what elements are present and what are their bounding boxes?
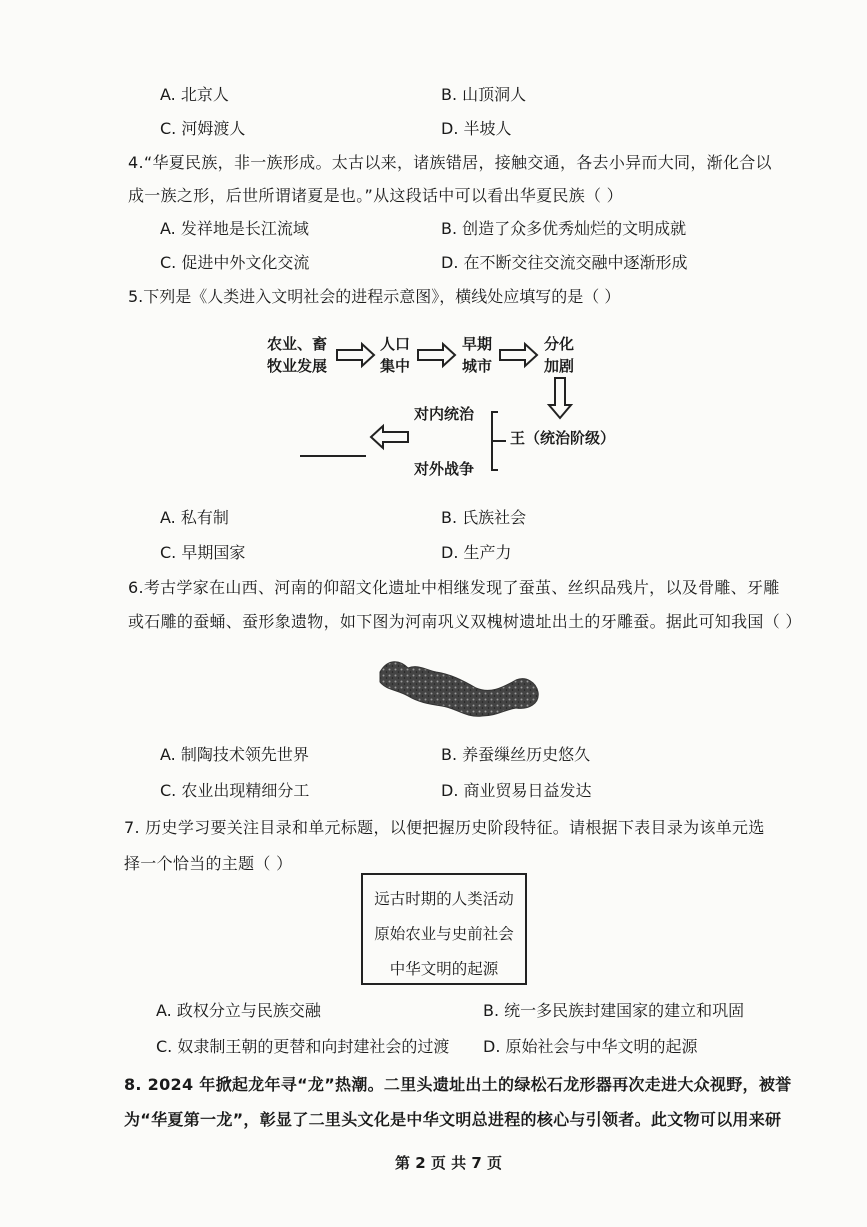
- q4-stem-line1: 4.“华夏民族，非一族形成。太古以来，诸族错居，接触交通，各去小异而大同，渐化合以: [128, 153, 772, 172]
- q6-stem-line2: 或石雕的蚕蛹、蚕形象遗物，如下图为河南巩义双槐树遗址出土的牙雕蚕。据此可知我国（ ）: [128, 612, 802, 631]
- q4-stem-line2: 成一族之形，后世所谓诸夏是也。”从这段话中可以看出华夏民族（ ）: [128, 186, 623, 205]
- q4-option-a: A. 发祥地是长江流域: [160, 219, 309, 238]
- diagram-step-agriculture-line2: 牧业发展: [266, 357, 327, 375]
- diagram-step-population-line2: 集中: [379, 357, 410, 375]
- q5-stem: 5.下列是《人类进入文明社会的进程示意图》，横线处应填写的是（ ）: [128, 287, 621, 306]
- arrow-left-icon: [371, 426, 408, 448]
- diagram-step-differentiation-line1: 分化: [543, 335, 574, 353]
- q7-option-a: A. 政权分立与民族交融: [156, 1001, 321, 1020]
- arrow-right-icon: [337, 344, 374, 366]
- q7-option-c: C. 奴隶制王朝的更替和向封建社会的过渡: [156, 1037, 450, 1056]
- q7-stem-line1: 7. 历史学习要关注目录和单元标题，以便把握历史阶段特征。请根据下表目录为该单元选: [124, 818, 765, 837]
- q3-option-b: B. 山顶洞人: [441, 85, 527, 104]
- toc-item: 原始农业与史前社会: [374, 925, 514, 943]
- q6-option-c: C. 农业出现精细分工: [160, 781, 310, 800]
- q6-stem-line1: 6.考古学家在山西、河南的仰韶文化遗址中相继发现了蚕茧、丝织品残片，以及骨雕、牙雕: [128, 578, 780, 597]
- arrow-right-icon: [500, 344, 537, 366]
- arrow-down-icon: [549, 378, 571, 418]
- table-of-contents-box: [361, 873, 527, 985]
- diagram-step-differentiation-line2: 加剧: [543, 357, 574, 375]
- diagram-step-population-line1: 人口: [379, 335, 410, 353]
- diagram-internal-rule: 对内统治: [414, 405, 475, 423]
- q5-option-b: B. 氏族社会: [441, 508, 527, 527]
- q8-stem-line2: 为“华夏第一龙”，彰显了二里头文化是中华文明总进程的核心与引领者。此文物可以用来研: [124, 1110, 782, 1129]
- q5-option-a: A. 私有制: [160, 508, 229, 527]
- diagram-step-early-city-line2: 城市: [461, 357, 492, 375]
- toc-item: 远古时期的人类活动: [374, 890, 514, 908]
- q5-option-c: C. 早期国家: [160, 543, 246, 562]
- q4-option-c: C. 促进中外文化交流: [160, 253, 310, 272]
- q6-option-a: A. 制陶技术领先世界: [160, 745, 309, 764]
- diagram-step-early-city-line1: 早期: [461, 335, 492, 353]
- diagram-step-agriculture-line1: 农业、畜: [266, 335, 327, 353]
- diagram-king: 王（统治阶级）: [510, 429, 616, 447]
- q3-option-c: C. 河姆渡人: [160, 119, 246, 138]
- q4-option-d: D. 在不断交往交流交融中逐渐形成: [441, 253, 688, 272]
- q8-stem-line1: 8. 2024 年掀起龙年寻“龙”热潮。二里头遗址出土的绿松石龙形器再次走进大众视野，被誉: [124, 1075, 792, 1094]
- q6-option-d: D. 商业贸易日益发达: [441, 781, 592, 800]
- q7-stem-line2: 择一个恰当的主题（ ）: [124, 854, 293, 873]
- diagram-bracket: [492, 412, 506, 470]
- arrow-right-icon: [418, 344, 455, 366]
- diagram-arrows: [0, 0, 867, 520]
- q3-option-d: D. 半坡人: [441, 119, 512, 138]
- page-number: 第 2 页 共 7 页: [395, 1154, 502, 1172]
- diagram-external-war: 对外战争: [414, 460, 475, 478]
- q7-option-b: B. 统一多民族封建国家的建立和巩固: [483, 1001, 745, 1020]
- q4-option-b: B. 创造了众多优秀灿烂的文明成就: [441, 219, 687, 238]
- q3-option-a: A. 北京人: [160, 85, 229, 104]
- ivory-silkworm-image: [370, 650, 545, 730]
- q5-option-d: D. 生产力: [441, 543, 512, 562]
- toc-item: 中华文明的起源: [389, 960, 499, 978]
- q7-option-d: D. 原始社会与中华文明的起源: [483, 1037, 698, 1056]
- q6-option-b: B. 养蚕缫丝历史悠久: [441, 745, 591, 764]
